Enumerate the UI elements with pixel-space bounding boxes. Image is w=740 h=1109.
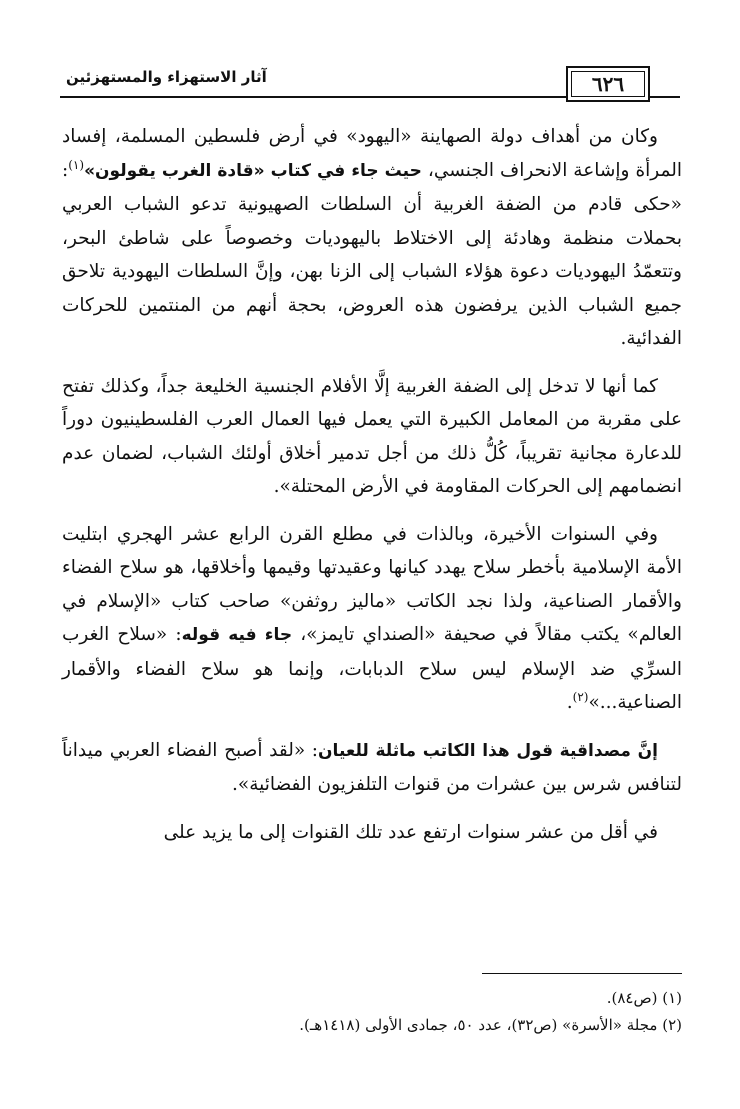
text-run: . <box>566 692 573 713</box>
page-header <box>60 60 680 110</box>
footnote-1: (١) (ص٨٤). <box>606 989 682 1007</box>
paragraph <box>62 816 682 850</box>
footnotes <box>60 985 682 1039</box>
paragraph <box>62 120 682 356</box>
footnote-separator <box>482 973 682 974</box>
footnote-ref: (٢) <box>572 689 589 704</box>
paragraph <box>62 734 682 802</box>
running-title: آثار الاستهزاء والمستهزئين <box>66 68 267 86</box>
text-run: : «سلاح الغرب السرِّي ضد الإسلام ليس سلاح الدبابات، وإنما هو سلاح الفضاء والأقمار الصناعية...» <box>62 624 682 713</box>
text-run: وفي السنوات الأخيرة، وبالذات في مطلع القرن الرابع عشر الهجري ابتليت الأمة الإسلامية بأخطر سلاح يهدد كيانها وعقيدتها وقيمها وأخلاقها، هو سلاح الفضاء والأقمار الصناعية، ولذا نجد الكاتب «ماليز روثفن» صاحب كتاب «الإسلام في العالم» يكتب مقالاً في صحيفة «الصنداي تايمز»، <box>62 523 683 645</box>
footnote-ref: (١) <box>68 157 85 172</box>
bold-phrase: جاء فيه قوله <box>181 625 293 645</box>
body-text <box>62 120 682 863</box>
page-number: ٦٢٦ <box>566 66 650 102</box>
bold-phrase: إنَّ مصداقية قول هذا الكاتب ماثلة للعيان <box>318 740 658 761</box>
text-run: : «حكى قادم من الضفة الغربية أن السلطات الصهيونية تدعو الشباب العربي بحملات منظمة وهادئة إلى الاختلاط باليهوديات وخصوصاً على شاطئ البحر، وتتعمّدُ اليهوديات دعوة هؤلاء الشباب إلى الزنا بهن، وإنَّ السلطات اليهودية تلاحق جميع الشباب الذين يرفضون هذه العروض، بحجة أنهم من المنتمين للحركات الفدائية. <box>62 159 682 349</box>
text-run: في أقل من عشر سنوات ارتفع عدد تلك القنوات إلى ما يزيد على <box>163 821 658 843</box>
header-rule <box>60 96 566 98</box>
text-run: : «لقد أصبح الفضاء العربي ميداناً لتنافس شرس بين عشرات من قنوات التلفزيون الفضائية». <box>62 739 682 795</box>
bold-phrase: حيث جاء في كتاب «قادة الغرب يقولون» <box>84 160 422 181</box>
paragraph <box>62 518 682 720</box>
footnote-2: (٢) مجلة «الأسرة» (ص٣٢)، عدد ٥٠، جمادى الأولى (١٤١٨هـ). <box>299 1016 682 1034</box>
text-run: كما أنها لا تدخل إلى الضفة الغربية إلَّا الأفلام الجنسية الخليعة جداً، وكذلك تفتح على مقربة من المعامل الكبيرة التي يعمل فيها العمال العرب الفلسطينيون دوراً للدعارة مجانية تقريباً، كُلُّ ذلك من أجل تدمير أخلاق أولئك الشباب، لضمان عدم انضمامهم إلى الحركات المقاومة في الأرض المحتلة». <box>62 375 682 497</box>
paragraph <box>62 370 682 504</box>
text-run: وكان من أهداف دولة الصهاينة «اليهود» في أرض فلسطين المسلمة، إفساد المرأة وإشاعة الانحراف الجنسي، <box>62 126 682 181</box>
header-rule-tick <box>650 96 680 98</box>
